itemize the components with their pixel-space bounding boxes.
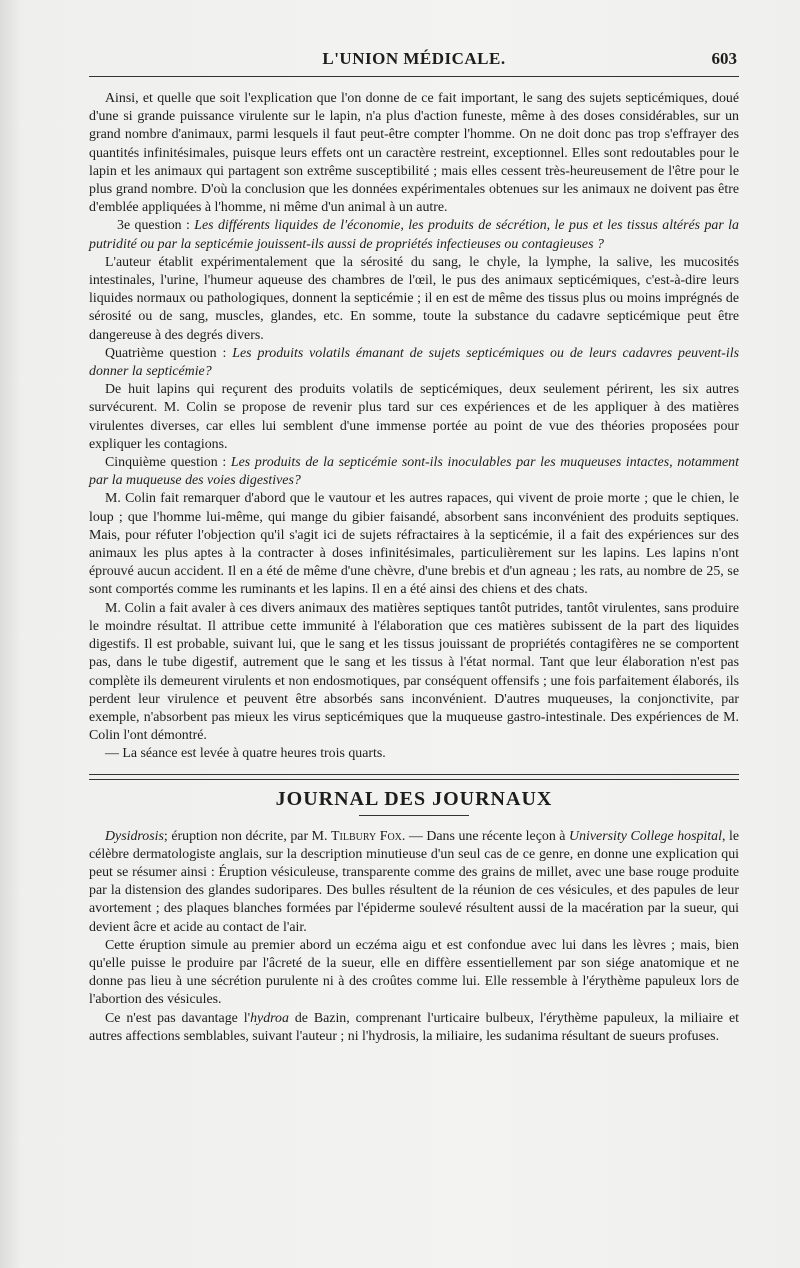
journal-paragraph-3 <box>89 1010 739 1046</box>
article-body <box>89 90 739 764</box>
j3-before: Ce n'est pas davantage l' <box>105 1010 251 1026</box>
j1-after-term: ; éruption non décrite, par M. <box>163 828 332 844</box>
paragraph-seance: — La séance est levée à quatre heures trois quarts. <box>105 746 386 762</box>
question-3-text: Les différents liquides de l'économie, les produits de sécrétion, le pus et les tissus altérés par la putridité ou par la septicémie jouissent-ils aussi de propriétés infectieuses ou contagieuses ? <box>89 218 739 252</box>
paragraph-lapins: De huit lapins qui reçurent des produits volatils de septicémiques, deux seulement périrent, les six autres survécurent. M. Colin se propose de revenir plus tard sur ces expériences et de les appliquer à des matières virulentes diverses, car elles lui semblent d'une immense portée au point de vue des théories proposées pour expliquer les contagions. <box>89 382 739 452</box>
page-header <box>89 44 739 77</box>
title-underline <box>359 815 469 816</box>
venue-name: University College hospital <box>569 828 722 844</box>
page-number: 603 <box>711 49 737 68</box>
j1-after-author: . — Dans une récente leçon à <box>401 828 570 844</box>
question-4-label: Quatrième question : <box>105 345 233 361</box>
paragraph-auteur: L'auteur établit expérimentalement que la sérosité du sang, le chyle, la lymphe, la salive, les mucosités intestinales, l'urine, l'humeur aqueuse des chambres de l'œil, le pus des animaux septicémiques, c'est-à-dire leurs liquides normaux ou pathologiques, donnent la septicémie ; il en est de même des tissus plus ou moins imprégnés de sérosité ou de sang, muscles, glandes, etc. En somme, toute la substance du cadavre septicémique peut être dangereuse à des degrés divers. <box>89 254 739 343</box>
question-4-text: Les produits volatils émanant de sujets septicémiques ou de leurs cadavres peuvent-ils donner la septicémie? <box>89 345 739 380</box>
paragraph-avaler: M. Colin a fait avaler à ces divers animaux des matières septiques tantôt putrides, tantôt virulentes, sans produire le moindre résultat. Il attribue cette immunité à l'élaboration que ces matières subissent de la part des liquides digestifs. Il est probable, suivant lui, que le sang et les tissus jouissant de propriétés contagifères ne se comportent pas, dans le tube digestif, autrement que le sang et les tissus à l'état normal. Tant que leur élaboration n'est pas complète ils demeurent virulents et non endosmotiques, par conséquent offensifs ; une fois parfaitement élaborés, ils perdent leur virulence et peuvent être absorbés sans inconvénient. D'autres muqueuses, la conjonctivite, par exemple, n'absorbent pas mieux les virus septicémiques que la muqueuse gastro-intestinale. Des expériences de M. Colin l'ont démontré. <box>89 600 739 744</box>
dysidrosis-term: Dysidrosis <box>105 828 164 844</box>
question-3 <box>89 217 739 253</box>
section-divider <box>89 774 739 780</box>
j1-rest: , le célèbre dermatologiste anglais, sur la description minutieuse d'un seul cas de ce genre, en donne une explication qui peut se résumer ainsi : Éruption vésiculeuse, transparente comme des grains de millet, avec une base rouge produite par la distension des glandes sudoripares. Des bulles résultent de la réunion de ces vésicules, et des papules de leur avortement ; des plaques blanches formées par l'épiderme soulevé résultent aussi de la macération par la sueur, qui devient âcre et acide au contact de l'air. <box>89 828 740 935</box>
j3-rest: de Bazin, comprenant l'urticaire bulbeux, l'érythème papuleux, la miliaire et autres affections semblables, suivant l'auteur ; ni l'hydrosis, la miliaire, les sudanima résultant de sueurs profuses. <box>89 1010 739 1044</box>
journal-paragraph-1 <box>89 828 739 937</box>
paragraph-vautour: M. Colin fait remarquer d'abord que le vautour et les autres rapaces, qui vivent de proie morte ; que le chien, le loup ; que l'homme lui-même, qui mange du gibier faisandé, absorbent sans inconvénient des produits septiques. Mais, pour réfuter l'objection qu'il s'agit ici de sujets réfractaires à la septicémie, il a fait des expériences sur des animaux les plus aptes à la contracter à doses infinitésimales, particulièrement sur les lapins. Les lapins n'ont éprouvé aucun accident. Il en a été de même d'une chèvre, d'une brebis et d'un agneau ; les rats, au nombre de 25, se sont comportés comme les ruminants et les lapins. Il en a été ainsi des chiens et des chats. <box>89 491 739 598</box>
question-5-text: Les produits de la septicémie sont-ils inoculables par les muqueuses intactes, notamment par la muqueuse des voies digestives? <box>89 455 739 489</box>
paragraph-ainsi: Ainsi, et quelle que soit l'explication que l'on donne de ce fait important, le sang des sujets septicémiques, doué d'une si grande puissance virulente sur le lapin, n'a plus d'action funeste, même à des doses considérables, sur un grand nombre d'animaux, parmi lesquels il faut peut-être compter l'homme. On ne doit donc pas trop s'effrayer des quantités infinitésimales, puisque leurs effets ont un caractère restreint, exceptionnel. Elles sont redoutables pour le lapin et les animaux qui partagent son extrême susceptibilité ; mais elles cessent très-heureusement de l'être pour le plus grand nombre. D'où la conclusion que les données expérimentales obtenues sur les animaux ne doivent pas être d'emblée appliquées à l'homme, ni même d'un animal à un autre. <box>89 91 739 216</box>
question-5 <box>89 454 739 490</box>
hydroa-term: hydroa <box>250 1010 289 1026</box>
text-column <box>89 44 739 1046</box>
journal-section <box>89 828 739 1046</box>
journal-paragraph-2: Cette éruption simule au premier abord un eczéma aigu et est confondue avec lui dans les lèvres ; mais, bien qu'elle puisse le produire par l'âcreté de la sueur, elle en diffère essentiellement par son siége anatomique et ne donne pas lieu à une sécrétion purulente ni à des croûtes comme lui. Elle ressemble à l'érythème papuleux lors de l'abortion des vésicules. <box>89 937 739 1008</box>
author-name: Tilbury Fox <box>331 828 402 844</box>
question-3-label: 3e question : <box>117 218 195 234</box>
question-4 <box>89 345 739 381</box>
section-title: JOURNAL DES JOURNAUX <box>275 787 553 810</box>
question-5-label: Cinquième question : <box>105 455 231 471</box>
running-title: L'UNION MÉDICALE. <box>322 49 506 68</box>
